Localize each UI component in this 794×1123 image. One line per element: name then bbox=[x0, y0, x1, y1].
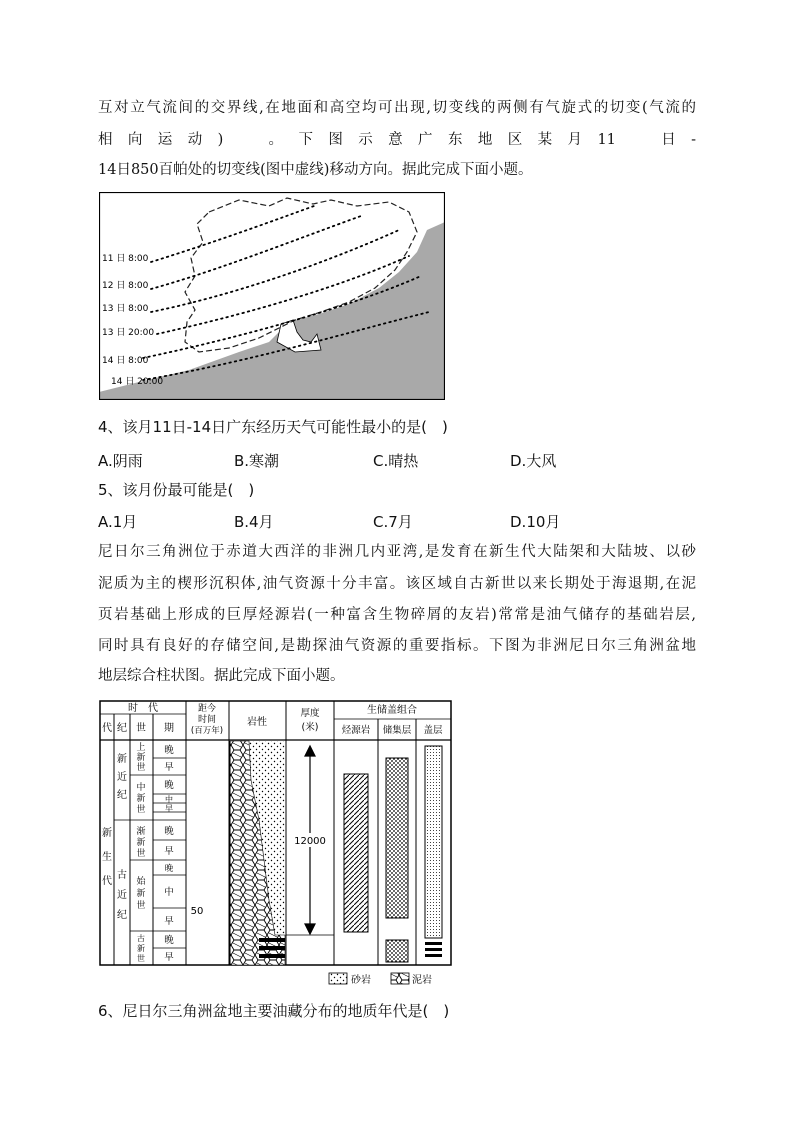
map-label-13-0800: 13 日 8:00 bbox=[102, 304, 149, 314]
lithology-column bbox=[230, 741, 285, 965]
map-label-12-0800: 12 日 8:00 bbox=[102, 281, 149, 291]
map-label-14-2000: 14 日 20:00 bbox=[111, 377, 164, 387]
q4-option-a[interactable]: A.阴雨 bbox=[98, 452, 143, 470]
passage1-line3: 14日850百帕处的切变线(图中虚线)移动方向。据此完成下面小题。 bbox=[98, 162, 533, 178]
paleogene-char-1: 古 bbox=[117, 870, 127, 881]
cyclonic-shear-map bbox=[99, 192, 445, 400]
stage-12: 早 bbox=[164, 952, 174, 963]
passage1-line1: 互对立气流间的交界线,在地面和高空均可出现,切变线的两侧有气旋式的切变(气流的 bbox=[98, 100, 696, 116]
header-shi: 世 bbox=[136, 723, 146, 734]
passage2-line5: 地层综合柱状图。据此完成下面小题。 bbox=[98, 668, 345, 684]
header-time-1: 距今 bbox=[197, 704, 217, 714]
era-char-2: 生 bbox=[102, 852, 112, 863]
q5-option-b[interactable]: B.4月 bbox=[234, 513, 274, 531]
eocene-char-1: 始 bbox=[136, 877, 146, 887]
paleocene-char-3: 世 bbox=[137, 954, 145, 963]
header-time-2: 时间 bbox=[197, 715, 217, 725]
era-char-1: 新 bbox=[102, 828, 112, 839]
stage-9: 中 bbox=[164, 887, 174, 898]
era-char-3: 代 bbox=[102, 876, 112, 887]
time-value-50: 50 bbox=[190, 906, 204, 917]
stage-3: 晚 bbox=[164, 780, 174, 791]
pliocene-char-2: 新 bbox=[136, 753, 146, 763]
stage-8: 晚 bbox=[164, 864, 174, 874]
cap-rock-bar-upper bbox=[425, 746, 442, 938]
miocene-char-3: 世 bbox=[136, 805, 146, 815]
stage-5: 早 bbox=[165, 804, 173, 813]
q5-option-c[interactable]: C.7月 bbox=[373, 513, 413, 531]
header-source-rock: 烃源岩 bbox=[341, 725, 371, 736]
question-4-options bbox=[98, 450, 698, 472]
header-reservoir: 储集层 bbox=[382, 725, 412, 736]
stage-7: 早 bbox=[164, 846, 174, 857]
map-label-13-2000: 13 日 20:00 bbox=[102, 328, 155, 338]
header-time-3: (百万年) bbox=[190, 726, 224, 736]
header-lithology: 岩性 bbox=[247, 717, 267, 728]
passage2-line2: 泥质为主的楔形沉积体,油气资源十分丰富。该区域自古新世以来长期处于海退期,在泥 bbox=[98, 576, 696, 592]
legend-sand-label: 砂岩 bbox=[351, 975, 371, 986]
neogene-char-3: 纪 bbox=[117, 790, 127, 801]
thickness-value-12000: 12000 bbox=[294, 836, 326, 847]
stage-6: 晚 bbox=[164, 826, 174, 837]
pliocene-char-1: 上 bbox=[136, 743, 146, 753]
question-5-stem: 5、该月份最可能是( ) bbox=[98, 481, 255, 499]
oligocene-char-2: 新 bbox=[136, 838, 146, 848]
q4-option-b[interactable]: B.寒潮 bbox=[234, 452, 280, 470]
q5-option-d[interactable]: D.10月 bbox=[510, 513, 561, 531]
pliocene-char-3: 世 bbox=[136, 763, 146, 773]
reservoir-bar-lower bbox=[386, 940, 408, 962]
q4-option-c[interactable]: C.晴热 bbox=[373, 452, 419, 470]
stratigraphic-column-chart bbox=[99, 700, 454, 990]
passage2-line1: 尼日尔三角洲位于赤道大西洋的非洲几内亚湾,是发育在新生代大陆架和大陆坡、以砂 bbox=[98, 544, 696, 560]
eocene-char-2: 新 bbox=[136, 889, 146, 899]
passage1-line2: 相向运动) 。下图示意广东地区某月11 日- bbox=[98, 132, 696, 148]
paleocene-char-1: 古 bbox=[137, 934, 145, 943]
paleocene-char-2: 新 bbox=[137, 944, 145, 953]
passage2-line3: 页岩基础上形成的巨厚烃源岩(一种富含生物碎屑的友岩)常常是油气储存的基础岩层, bbox=[98, 607, 696, 623]
question-5-options bbox=[98, 511, 698, 533]
header-thickness-1: 厚度 bbox=[300, 708, 320, 719]
map-label-14-0800: 14 日 8:00 bbox=[102, 356, 149, 366]
passage2-line4: 同时具有良好的存储空间,是勘探油气资源的重要指标。下图为非洲尼日尔三角洲盆地 bbox=[98, 638, 696, 654]
reservoir-bar-upper bbox=[386, 758, 408, 918]
q5-option-a[interactable]: A.1月 bbox=[98, 513, 138, 531]
paleogene-char-2: 近 bbox=[117, 890, 127, 901]
header-combination: 生储盖组合 bbox=[367, 705, 417, 716]
miocene-char-2: 新 bbox=[136, 794, 146, 804]
header-qi: 期 bbox=[164, 723, 174, 734]
stage-2: 早 bbox=[164, 762, 174, 773]
header-era: 时 代 bbox=[128, 703, 158, 714]
source-rock-bar bbox=[344, 774, 368, 932]
legend-sand-swatch bbox=[329, 973, 347, 984]
header-dai: 代 bbox=[102, 723, 112, 734]
header-cap-rock: 盖层 bbox=[423, 725, 443, 736]
header-thickness-2: (米) bbox=[301, 722, 319, 733]
paleogene-char-3: 纪 bbox=[117, 910, 127, 921]
question-6-stem: 6、尼日尔三角洲盆地主要油藏分布的地质年代是( ) bbox=[98, 1002, 450, 1020]
map-label-11-0800: 11 日 8:00 bbox=[102, 254, 149, 264]
legend-mud-label: 泥岩 bbox=[412, 975, 432, 986]
eocene-char-3: 世 bbox=[136, 901, 146, 911]
stage-4: 中 bbox=[165, 795, 173, 804]
q4-option-d[interactable]: D.大风 bbox=[510, 452, 557, 470]
header-ji: 纪 bbox=[117, 723, 127, 734]
oligocene-char-3: 世 bbox=[136, 849, 146, 859]
legend-mud-swatch bbox=[391, 973, 409, 984]
stage-11: 晚 bbox=[164, 935, 174, 946]
oligocene-char-1: 渐 bbox=[136, 827, 146, 837]
neogene-char-1: 新 bbox=[117, 754, 127, 765]
question-4-stem: 4、该月11日-14日广东经历天气可能性最小的是( ) bbox=[98, 418, 448, 436]
chart-legend bbox=[329, 973, 432, 986]
neogene-char-2: 近 bbox=[117, 772, 127, 783]
cap-rock-bar-lower bbox=[425, 942, 442, 957]
miocene-char-1: 中 bbox=[136, 783, 146, 793]
stage-10: 早 bbox=[164, 916, 174, 927]
stage-1: 晚 bbox=[164, 745, 174, 756]
